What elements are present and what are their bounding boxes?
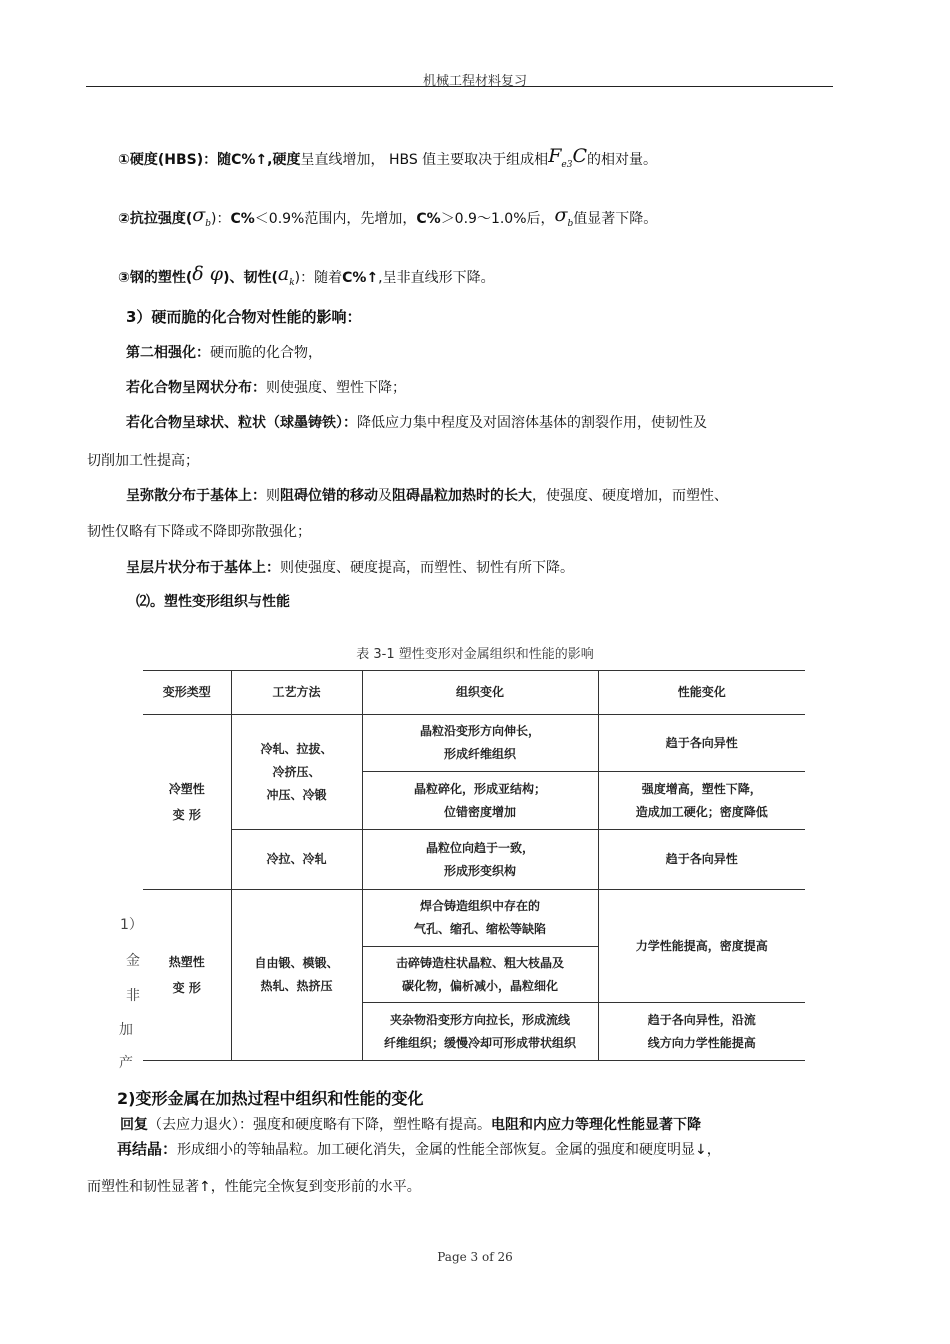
para-network: 若化合物呈网状分布：则使强度、塑性下降； xyxy=(126,380,406,396)
table-row xyxy=(143,890,805,947)
perf-cell: 趋于各向异性，沿流 线方向力学性能提高 xyxy=(598,1003,805,1061)
org-cell: 晶粒沿变形方向伸长， 形成纤维组织 xyxy=(362,715,598,772)
perf-cell: 强度增高，塑性下降， 造成加工硬化；密度降低 xyxy=(598,772,805,830)
hidden-text-fragment: 1） xyxy=(120,917,143,933)
para-recovery: 回复（去应力退火）：强度和硬度略有下降，塑性略有提高。电阻和内应力等理化性能显著下降 xyxy=(120,1117,701,1133)
table-caption: 表 3-1 塑性变形对金属组织和性能的影响 xyxy=(356,647,594,662)
perf-cell: 趋于各向异性 xyxy=(598,715,805,772)
cold-type-cell: 冷塑性 变 形 xyxy=(143,715,231,890)
table-row xyxy=(143,830,805,890)
table-header-row xyxy=(143,671,805,715)
hidden-text-fragment: 金 xyxy=(126,953,140,969)
header-cell: 性能变化 xyxy=(598,671,805,715)
para-recrystallization: 再结晶：形成细小的等轴晶粒。加工硬化消失，金属的性能全部恢复。金属的强度和硬度明显↓， xyxy=(117,1140,721,1158)
deformation-table xyxy=(143,670,805,1061)
header-cell: 组织变化 xyxy=(362,671,598,715)
hidden-text-fragment: 加 xyxy=(119,1022,133,1038)
hidden-text-fragment: 非 xyxy=(126,988,140,1004)
para-spherical-cont: 切削加工性提高； xyxy=(87,453,199,469)
org-cell: 击碎铸造柱状晶粒、粗大枝晶及 碳化物，偏析减小，晶粒细化 xyxy=(362,947,598,1003)
tensile-line: ②抗拉强度$(\sigma_b)$：C%＜0.9%范围内，先增加，C%＞0.9～1.0%后，$\sigma_b$值显著下降。 xyxy=(118,204,658,229)
para-spherical: 若化合物呈球状、粒状（球墨铸铁）：降低应力集中程度及对固溶体基体的割裂作用，使韧性及 xyxy=(126,415,707,431)
section-heading-3: 3）硬而脆的化合物对性能的影响： xyxy=(126,308,362,326)
org-cell: 晶粒位向趋于一致， 形成形变织构 xyxy=(362,830,598,890)
header-cell: 变形类型 xyxy=(143,671,231,715)
para-dispersed: 呈弥散分布于基体上：则阻碍位错的移动及阻碍晶粒加热时的长大，使强度、硬度增加，而塑性、 xyxy=(126,488,728,504)
section-title: 2)变形金属在加热过程中组织和性能的变化 xyxy=(117,1089,424,1108)
cold-method-cell: 冷轧、拉拔、 冷挤压、 冲压、冷锻 xyxy=(231,715,362,830)
hot-type-cell: 热塑性 变 形 xyxy=(143,890,231,1061)
header-cell: 工艺方法 xyxy=(231,671,362,715)
perf-cell: 趋于各向异性 xyxy=(598,830,805,890)
cold-method-cell: 冷拉、冷轧 xyxy=(231,830,362,890)
hidden-text-fragment: 产 xyxy=(119,1055,133,1071)
para-second-phase: 第二相强化：硬而脆的化合物， xyxy=(126,345,322,361)
org-cell: 夹杂物沿变形方向拉长，形成流线 纤维组织；缓慢冷却可形成带状组织 xyxy=(362,1003,598,1061)
para-recrystallization-cont: 而塑性和韧性显著↑，性能完全恢复到变形前的水平。 xyxy=(87,1179,421,1195)
org-cell: 焊合铸造组织中存在的 气孔、缩孔、缩松等缺陷 xyxy=(362,890,598,947)
para-lamellar: 呈层片状分布于基体上：则使强度、硬度提高，而塑性、韧性有所下降。 xyxy=(126,560,574,576)
perf-cell: 力学性能提高，密度提高 xyxy=(598,890,805,1003)
subsection-title: ⑵。塑性变形组织与性能 xyxy=(136,594,290,610)
para-dispersed-cont: 韧性仅略有下降或不降即弥散强化； xyxy=(87,524,311,540)
hardness-line: ①硬度(HBS)：随C%↑,硬度呈直线增加， HBS 值主要取决于组成相$F_{e3}C$的相对量。 xyxy=(118,145,657,170)
header-rule xyxy=(86,86,833,87)
table-row xyxy=(143,715,805,772)
plasticity-line: ③钢的塑性(δ φ)、韧性$(a_k)$：随着C%↑,呈非直线形下降。 xyxy=(118,263,495,288)
hot-method-cell: 自由锻、模锻、 热轧、热挤压 xyxy=(231,890,362,1061)
page-footer: Page 3 of 26 xyxy=(437,1250,513,1264)
page-header: 机械工程材料复习 xyxy=(422,74,527,89)
org-cell: 晶粒碎化，形成亚结构； 位错密度增加 xyxy=(362,772,598,830)
